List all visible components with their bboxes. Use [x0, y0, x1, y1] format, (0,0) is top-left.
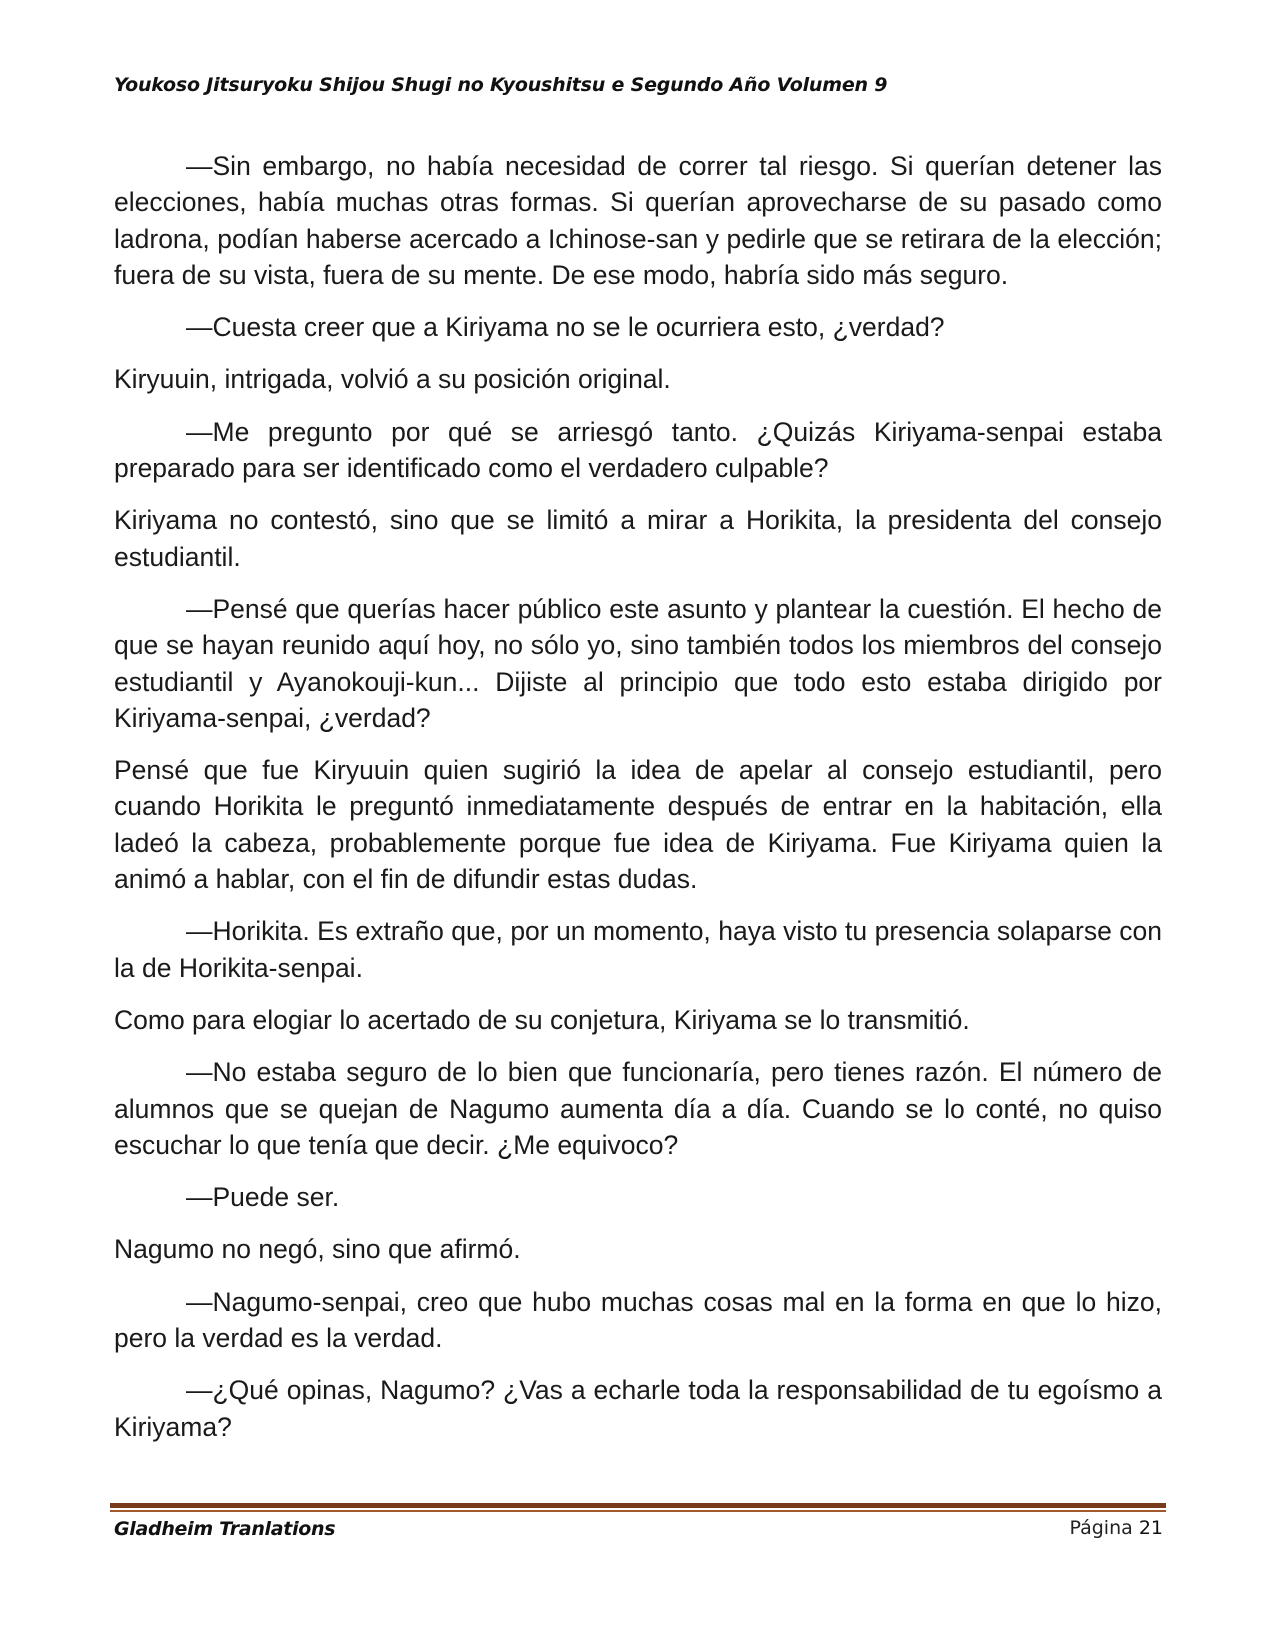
paragraph: Kiriyama no contestó, sino que se limitó a mirar a Horikita, la presidenta del consejo estudiantil. [114, 505, 1162, 572]
paragraph: —¿Qué opinas, Nagumo? ¿Vas a echarle toda la responsabilidad de tu egoísmo a Kiriyama? [114, 1375, 1162, 1442]
page-number: 21 [1138, 1517, 1163, 1539]
paragraph: Nagumo no negó, sino que afirmó. [114, 1234, 521, 1265]
paragraph: —Sin embargo, no había necesidad de correr tal riesgo. Si querían detener las elecciones, había muchas otras formas. Si querían aprovecharse de su pasado como ladrona, podían haberse acercado a Ichinose-san y pedirle que se retirara de la elección; fuera de su vista, fuera de su mente. De ese modo, habría sido más seguro. [114, 151, 1162, 290]
footer-divider-thick [110, 1503, 1166, 1508]
paragraph: Como para elogiar lo acertado de su conjetura, Kiriyama se lo transmitió. [114, 1004, 970, 1035]
running-header: Youkoso Jitsuryoku Shijou Shugi no Kyoushitsu e Segundo Año Volumen 9 [114, 74, 888, 96]
paragraph: Kiryuuin, intrigada, volvió a su posición original. [114, 364, 671, 395]
paragraph: —Puede ser. [186, 1182, 340, 1213]
paragraph: —Cuesta creer que a Kiriyama no se le ocurriera esto, ¿verdad? [186, 312, 945, 343]
page-body [114, 148, 1162, 1461]
footer-divider-thin [110, 1510, 1166, 1512]
footer-translator: Gladheim Tranlations [114, 1518, 336, 1540]
page-label: Página [1069, 1517, 1133, 1539]
paragraph: Pensé que fue Kiryuuin quien sugirió la idea de apelar al consejo estudiantil, pero cuando Horikita le preguntó inmediatamente después de entrar en la habitación, ella ladeó la cabeza, probablemente porque fue idea de Kiriyama. Fue Kiriyama quien la animó a hablar, con el fin de difundir estas dudas. [114, 755, 1162, 895]
page-number-block [1069, 1517, 1163, 1539]
paragraph: —Nagumo-senpai, creo que hubo muchas cosas mal en la forma en que lo hizo, pero la verdad es la verdad. [114, 1286, 1162, 1354]
paragraph: —Pensé que querías hacer público este asunto y plantear la cuestión. El hecho de que se hayan reunido aquí hoy, no sólo yo, sino también todos los miembros del consejo estudiantil y Ayanokouji-kun... Dijiste al principio que todo esto estaba dirigido por Kiriyama-senpai, ¿verdad? [114, 593, 1162, 733]
paragraph: —No estaba seguro de lo bien que funcionaría, pero tienes razón. El número de alumnos que se quejan de Nagumo aumenta día a día. Cuando se lo conté, no quiso escuchar lo que tenía que decir. ¿Me equivoco? [114, 1057, 1162, 1160]
footer-divider [110, 1503, 1166, 1512]
paragraph: —Horikita. Es extraño que, por un momento, haya visto tu presencia solaparse con la de Horikita-senpai. [114, 916, 1162, 983]
paragraph: —Me pregunto por qué se arriesgó tanto. ¿Quizás Kiriyama-senpai estaba preparado para ser identificado como el verdadero culpable? [114, 416, 1162, 484]
